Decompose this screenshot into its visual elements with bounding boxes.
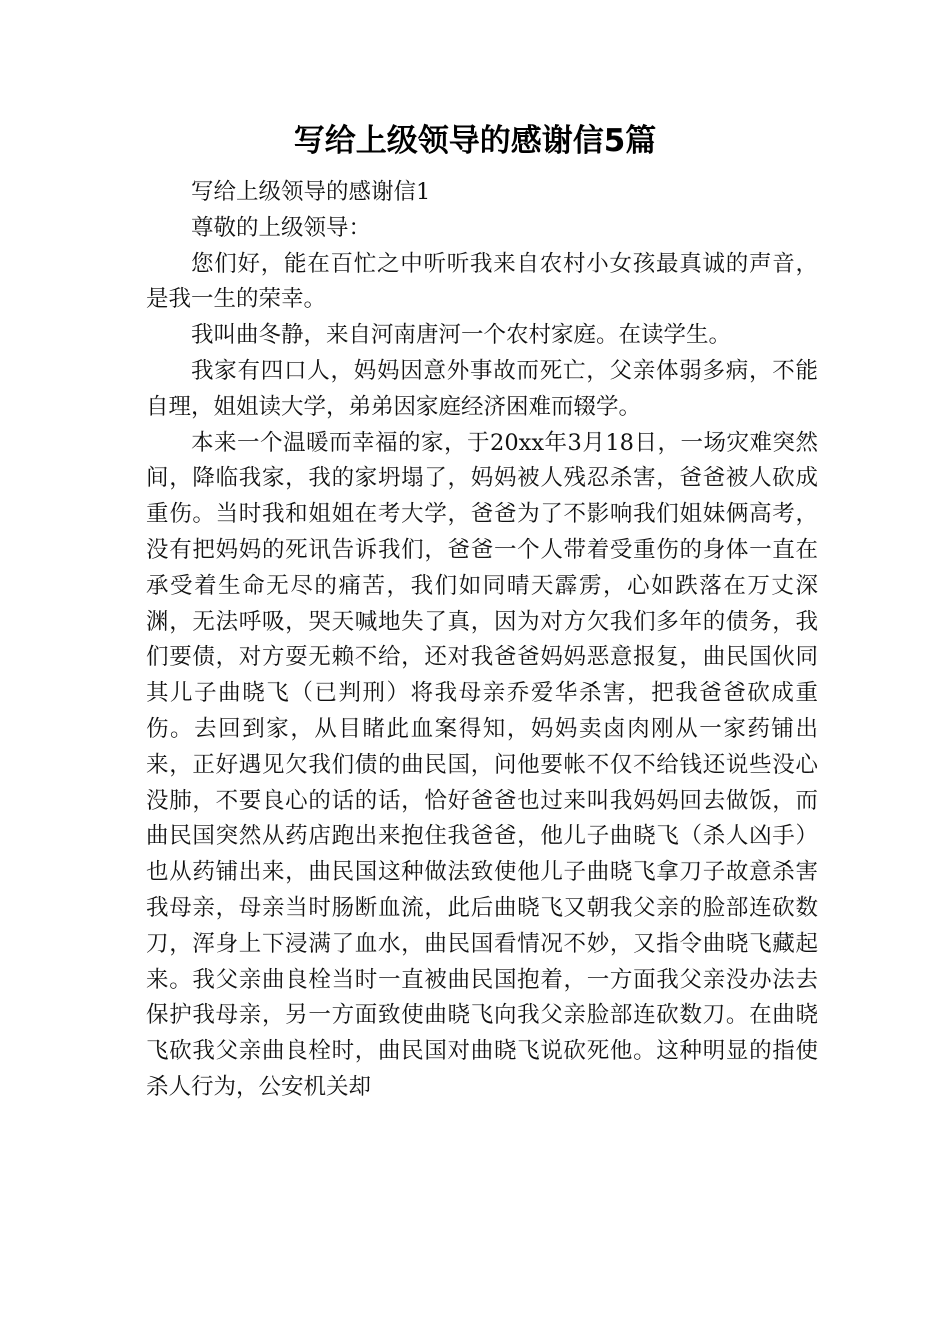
paragraph-letter-heading: 写给上级领导的感谢信1 bbox=[191, 179, 431, 205]
document-title: 写给上级领导的感谢信5篇 bbox=[293, 123, 657, 159]
paragraph-greeting: 您们好，能在百忙之中听听我来自农村小女孩最真诚的声音，是我一生的荣幸。 bbox=[146, 250, 818, 313]
paragraph-incident: 本来一个温暖而幸福的家，于20xx年3月18日，一场灾难突然间，降临我家，我的家坍塌了，妈妈被人残忍杀害，爸爸被人砍成重伤。当时我和姐姐在考大学，爸爸为了不影响我们姐妹俩高考，没有把妈妈的死讯告诉我们，爸爸一个人带着受重伤的身体一直在承受着生命无尽的痛苦，我们如同晴天霹雳，心如跌落在万丈深渊，无法呼吸，哭天喊地失了真，因为对方欠我们多年的债务，我们要债，对方耍无赖不给，还对我爸爸妈妈恶意报复，曲民国伙同其儿子曲晓飞（已判刑）将我母亲乔爱华杀害，把我爸爸砍成重伤。去回到家，从目睹此血案得知，妈妈卖卤肉刚从一家药铺出来，正好遇见欠我们债的曲民国，问他要帐不仅不给钱还说些没心没肺，不要良心的话的话，恰好爸爸也过来叫我妈妈回去做饭，而曲民国突然从药店跑出来抱住我爸爸，他儿子曲晓飞（杀人凶手）也从药铺出来，曲民国这种做法致使他儿子曲晓飞拿刀子故意杀害我母亲，母亲当时肠断血流，此后曲晓飞又朝我父亲的脸部连砍数刀，浑身上下浸满了血水，曲民国看情况不妙，又指令曲晓飞藏起来。我父亲曲良栓当时一直被曲民国抱着，一方面我父亲没办法去保护我母亲，另一方面致使曲晓飞向我父亲脸部连砍数刀。在曲晓飞砍我父亲曲良栓时，曲民国对曲晓飞说砍死他。这种明显的指使杀人行为，公安机关却 bbox=[146, 429, 818, 1100]
paragraph-family: 我家有四口人，妈妈因意外事故而死亡，父亲体弱多病，不能自理，姐姐读大学，弟弟因家庭经济困难而辍学。 bbox=[146, 357, 818, 420]
document-body bbox=[146, 175, 818, 1106]
paragraph-self-introduction: 我叫曲冬静，来自河南唐河一个农村家庭。在读学生。 bbox=[191, 322, 732, 349]
paragraph-salutation: 尊敬的上级领导： bbox=[191, 214, 372, 241]
